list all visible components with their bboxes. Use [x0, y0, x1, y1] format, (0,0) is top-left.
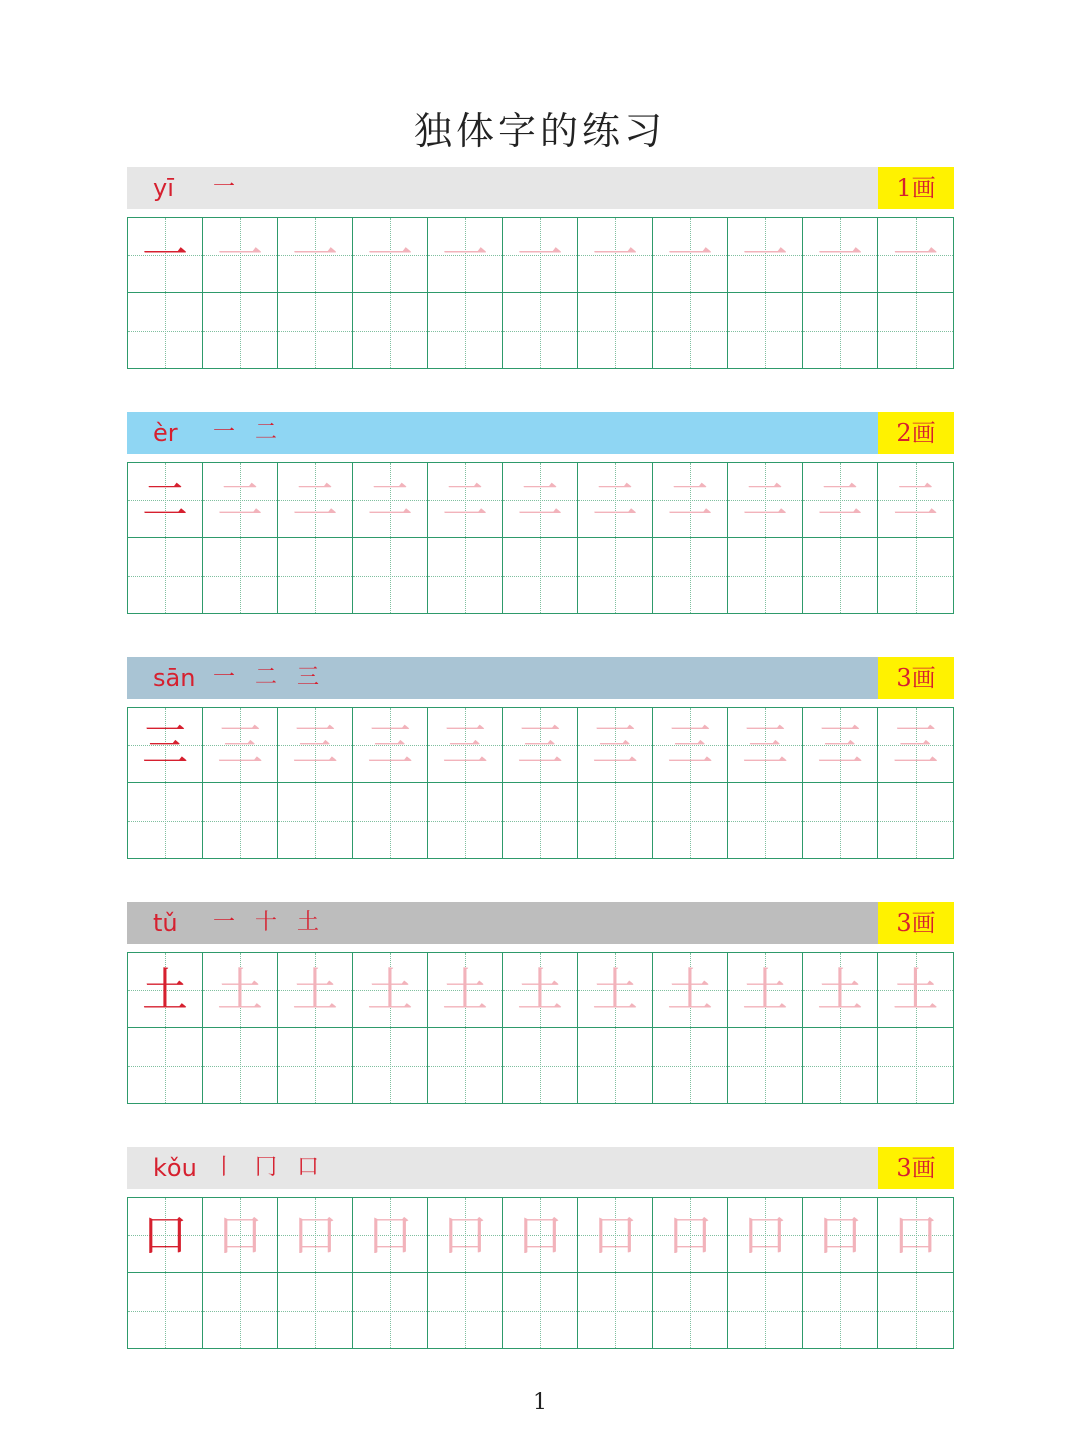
writing-grid	[127, 462, 954, 614]
trace-character-cell	[503, 463, 578, 538]
model-character: 土	[142, 963, 188, 1017]
empty-practice-cell[interactable]	[578, 1273, 653, 1348]
empty-practice-cell[interactable]	[878, 783, 953, 858]
empty-practice-cell[interactable]	[128, 783, 203, 858]
model-character-cell	[128, 463, 203, 538]
stroke-step: 二	[255, 665, 278, 690]
trace-character: 一	[217, 228, 263, 282]
model-character-cell	[128, 1198, 203, 1273]
pinyin-label: kǒu	[153, 1154, 197, 1182]
trace-character-cell	[278, 708, 353, 783]
trace-character: 三	[592, 718, 638, 772]
trace-character-cell	[728, 218, 803, 293]
trace-character-cell	[203, 463, 278, 538]
empty-practice-cell[interactable]	[428, 538, 503, 613]
trace-character-cell	[803, 1198, 878, 1273]
trace-character-cell	[653, 218, 728, 293]
empty-practice-cell[interactable]	[578, 1028, 653, 1103]
empty-practice-cell[interactable]	[428, 783, 503, 858]
page-title: 独体字的练习	[413, 109, 666, 153]
trace-character-cell	[878, 953, 953, 1028]
section-header	[127, 657, 954, 699]
trace-character: 口	[667, 1208, 713, 1262]
stroke-count-badge: 2画	[878, 412, 954, 454]
stroke-order	[213, 167, 235, 209]
model-character-cell	[128, 218, 203, 293]
trace-character-cell	[728, 953, 803, 1028]
trace-character: 一	[442, 228, 488, 282]
empty-practice-cell[interactable]	[428, 1028, 503, 1103]
trace-character: 一	[517, 228, 563, 282]
trace-character: 土	[292, 963, 338, 1017]
empty-practice-cell[interactable]	[503, 293, 578, 368]
trace-character-cell	[803, 953, 878, 1028]
model-character: 口	[142, 1208, 188, 1262]
trace-character-cell	[878, 708, 953, 783]
stroke-step: 十	[255, 910, 278, 935]
model-character: 三	[142, 718, 188, 772]
empty-practice-cell[interactable]	[203, 1028, 278, 1103]
trace-character: 三	[667, 718, 713, 772]
empty-practice-cell[interactable]	[653, 293, 728, 368]
stroke-order	[213, 657, 319, 699]
trace-character-cell	[353, 708, 428, 783]
empty-practice-cell[interactable]	[578, 783, 653, 858]
writing-grid	[127, 217, 954, 369]
trace-character: 二	[292, 473, 338, 527]
trace-character-cell	[278, 463, 353, 538]
empty-practice-cell[interactable]	[428, 1273, 503, 1348]
trace-character: 二	[517, 473, 563, 527]
trace-character: 一	[592, 228, 638, 282]
trace-character-cell	[278, 1198, 353, 1273]
trace-character-cell	[653, 463, 728, 538]
trace-character-cell	[803, 218, 878, 293]
trace-character-cell	[653, 708, 728, 783]
pinyin-label: èr	[153, 419, 178, 447]
character-section	[127, 167, 954, 369]
trace-character-cell	[878, 463, 953, 538]
trace-character-cell	[503, 708, 578, 783]
trace-character: 二	[742, 473, 788, 527]
trace-character-cell	[353, 953, 428, 1028]
trace-character: 三	[367, 718, 413, 772]
trace-character-cell	[578, 953, 653, 1028]
writing-grid	[127, 707, 954, 859]
model-character: 一	[142, 228, 188, 282]
trace-character-cell	[503, 953, 578, 1028]
trace-character-cell	[653, 953, 728, 1028]
trace-character: 一	[742, 228, 788, 282]
empty-practice-cell[interactable]	[878, 293, 953, 368]
trace-character-cell	[578, 218, 653, 293]
trace-character-cell	[578, 708, 653, 783]
trace-character: 口	[892, 1208, 939, 1262]
stroke-order	[213, 1147, 319, 1189]
stroke-step: 丨	[213, 1155, 236, 1180]
trace-character: 二	[592, 473, 638, 527]
trace-character: 土	[892, 963, 939, 1017]
empty-practice-cell[interactable]	[353, 1273, 428, 1348]
empty-practice-cell[interactable]	[503, 783, 578, 858]
empty-practice-cell[interactable]	[728, 1028, 803, 1103]
page-number: 1	[533, 1390, 547, 1415]
empty-practice-cell[interactable]	[578, 538, 653, 613]
trace-character: 土	[517, 963, 563, 1017]
trace-character-cell	[428, 708, 503, 783]
empty-practice-cell[interactable]	[803, 1273, 878, 1348]
trace-character-cell	[278, 218, 353, 293]
empty-practice-cell[interactable]	[728, 1273, 803, 1348]
trace-character-cell	[503, 218, 578, 293]
empty-practice-cell[interactable]	[653, 1273, 728, 1348]
section-header	[127, 167, 954, 209]
empty-practice-cell[interactable]	[803, 293, 878, 368]
stroke-step: 一	[213, 175, 236, 200]
empty-practice-cell[interactable]	[278, 293, 353, 368]
empty-practice-cell[interactable]	[428, 293, 503, 368]
trace-character: 口	[292, 1208, 338, 1262]
trace-character-cell	[428, 218, 503, 293]
trace-character: 口	[742, 1208, 788, 1262]
empty-practice-cell[interactable]	[203, 783, 278, 858]
empty-practice-cell[interactable]	[203, 538, 278, 613]
pinyin-label: tǔ	[153, 909, 178, 937]
trace-character: 一	[292, 228, 338, 282]
trace-character: 一	[367, 228, 413, 282]
empty-practice-cell[interactable]	[353, 538, 428, 613]
empty-practice-cell[interactable]	[128, 538, 203, 613]
trace-character: 一	[892, 228, 939, 282]
model-character-cell	[128, 953, 203, 1028]
trace-character: 二	[442, 473, 488, 527]
empty-practice-cell[interactable]	[653, 1028, 728, 1103]
trace-character: 二	[817, 473, 863, 527]
trace-character-cell	[578, 463, 653, 538]
pinyin-label: yī	[153, 174, 174, 202]
empty-practice-cell[interactable]	[278, 538, 353, 613]
trace-character: 三	[292, 718, 338, 772]
stroke-step: 二	[255, 420, 278, 445]
section-header	[127, 412, 954, 454]
trace-character: 二	[892, 473, 939, 527]
trace-character-cell	[203, 1198, 278, 1273]
trace-character: 口	[817, 1208, 863, 1262]
trace-character-cell	[728, 463, 803, 538]
empty-practice-cell[interactable]	[128, 1273, 203, 1348]
trace-character-cell	[203, 218, 278, 293]
empty-practice-cell[interactable]	[353, 1028, 428, 1103]
character-section	[127, 412, 954, 614]
stroke-step: 冂	[255, 1155, 278, 1180]
section-header	[127, 1147, 954, 1189]
stroke-order	[213, 902, 319, 944]
trace-character: 三	[517, 718, 563, 772]
trace-character-cell	[428, 463, 503, 538]
trace-character: 土	[367, 963, 413, 1017]
empty-practice-cell[interactable]	[653, 538, 728, 613]
trace-character: 二	[217, 473, 263, 527]
trace-character: 二	[367, 473, 413, 527]
trace-character: 口	[442, 1208, 488, 1262]
trace-character-cell	[353, 218, 428, 293]
stroke-count-badge: 3画	[878, 657, 954, 699]
stroke-step: 一	[213, 910, 236, 935]
trace-character: 三	[442, 718, 488, 772]
trace-character: 口	[367, 1208, 413, 1262]
empty-practice-cell[interactable]	[728, 538, 803, 613]
empty-practice-cell[interactable]	[128, 1028, 203, 1103]
character-section	[127, 657, 954, 859]
stroke-count-badge: 3画	[878, 902, 954, 944]
stroke-step: 土	[297, 910, 320, 935]
character-section	[127, 902, 954, 1104]
trace-character: 三	[742, 718, 788, 772]
empty-practice-cell[interactable]	[803, 1028, 878, 1103]
stroke-step: 一	[213, 665, 236, 690]
empty-practice-cell[interactable]	[203, 1273, 278, 1348]
trace-character: 土	[217, 963, 263, 1017]
stroke-step: 口	[297, 1155, 320, 1180]
trace-character: 口	[217, 1208, 263, 1262]
trace-character-cell	[428, 953, 503, 1028]
section-header	[127, 902, 954, 944]
empty-practice-cell[interactable]	[503, 1273, 578, 1348]
writing-grid	[127, 952, 954, 1104]
pinyin-label: sān	[153, 664, 196, 692]
trace-character: 土	[817, 963, 863, 1017]
trace-character-cell	[428, 1198, 503, 1273]
trace-character-cell	[503, 1198, 578, 1273]
trace-character: 二	[667, 473, 713, 527]
model-character: 二	[142, 473, 188, 527]
empty-practice-cell[interactable]	[278, 1028, 353, 1103]
empty-practice-cell[interactable]	[278, 1273, 353, 1348]
stroke-order	[213, 412, 277, 454]
empty-practice-cell[interactable]	[653, 783, 728, 858]
trace-character-cell	[803, 463, 878, 538]
empty-practice-cell[interactable]	[803, 538, 878, 613]
trace-character-cell	[728, 1198, 803, 1273]
trace-character-cell	[278, 953, 353, 1028]
empty-practice-cell[interactable]	[728, 783, 803, 858]
empty-practice-cell[interactable]	[353, 783, 428, 858]
trace-character: 三	[892, 718, 939, 772]
empty-practice-cell[interactable]	[503, 538, 578, 613]
trace-character: 一	[667, 228, 713, 282]
trace-character-cell	[653, 1198, 728, 1273]
empty-practice-cell[interactable]	[128, 293, 203, 368]
empty-practice-cell[interactable]	[353, 293, 428, 368]
trace-character: 口	[517, 1208, 563, 1262]
empty-practice-cell[interactable]	[203, 293, 278, 368]
empty-practice-cell[interactable]	[578, 293, 653, 368]
empty-practice-cell[interactable]	[278, 783, 353, 858]
trace-character-cell	[353, 1198, 428, 1273]
trace-character-cell	[728, 708, 803, 783]
empty-practice-cell[interactable]	[878, 1273, 953, 1348]
empty-practice-cell[interactable]	[878, 538, 953, 613]
trace-character: 土	[667, 963, 713, 1017]
trace-character: 土	[742, 963, 788, 1017]
empty-practice-cell[interactable]	[728, 293, 803, 368]
trace-character: 一	[817, 228, 863, 282]
empty-practice-cell[interactable]	[503, 1028, 578, 1103]
stroke-count-badge: 3画	[878, 1147, 954, 1189]
stroke-step: 三	[297, 665, 320, 690]
stroke-count-badge: 1画	[878, 167, 954, 209]
trace-character-cell	[878, 218, 953, 293]
trace-character: 三	[217, 718, 263, 772]
trace-character-cell	[578, 1198, 653, 1273]
trace-character-cell	[353, 463, 428, 538]
model-character-cell	[128, 708, 203, 783]
empty-practice-cell[interactable]	[878, 1028, 953, 1103]
trace-character: 土	[442, 963, 488, 1017]
trace-character-cell	[203, 953, 278, 1028]
writing-grid	[127, 1197, 954, 1349]
trace-character: 三	[817, 718, 863, 772]
trace-character-cell	[878, 1198, 953, 1273]
trace-character-cell	[203, 708, 278, 783]
trace-character: 口	[592, 1208, 638, 1262]
character-section	[127, 1147, 954, 1349]
trace-character-cell	[803, 708, 878, 783]
trace-character: 土	[592, 963, 638, 1017]
empty-practice-cell[interactable]	[803, 783, 878, 858]
stroke-step: 一	[213, 420, 236, 445]
